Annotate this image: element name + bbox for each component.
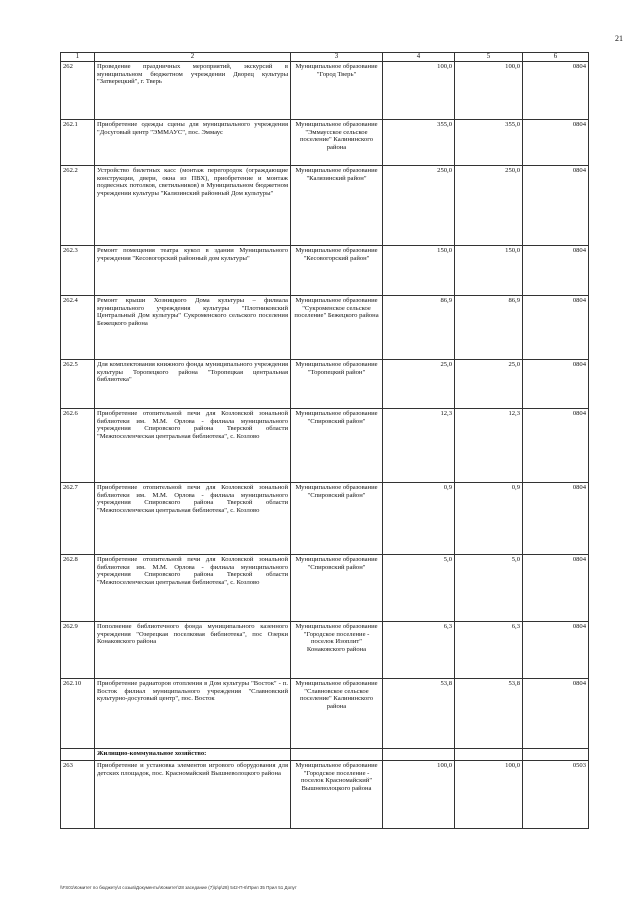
row-amount-2: 12,3 [455,409,523,483]
section-empty-cell [455,749,523,761]
row-number: 262.7 [61,483,95,555]
row-municipality: Муниципальное образование "Кесовогорский район" [291,246,383,296]
row-number: 262 [61,62,95,120]
row-number: 262.5 [61,360,95,409]
row-amount-2: 100,0 [455,761,523,829]
row-amount-2: 0,9 [455,483,523,555]
row-number: 262.2 [61,166,95,246]
row-code: 0804 [523,622,589,679]
row-municipality: Муниципальное образование "Торопецкий район" [291,360,383,409]
table-row [61,679,589,749]
row-amount-2: 5,0 [455,555,523,622]
row-code: 0804 [523,555,589,622]
row-amount-1: 100,0 [383,62,455,120]
row-amount-1: 6,3 [383,622,455,679]
row-code: 0804 [523,166,589,246]
row-amount-2: 6,3 [455,622,523,679]
row-code: 0804 [523,246,589,296]
row-amount-1: 12,3 [383,409,455,483]
row-number: 262.4 [61,296,95,360]
table-row [61,296,589,360]
page-number: 21 [615,34,623,43]
row-number: 262.6 [61,409,95,483]
row-amount-2: 86,9 [455,296,523,360]
header-col-2: 2 [95,53,291,62]
table-row [61,409,589,483]
header-col-5: 5 [455,53,523,62]
row-municipality: Муниципальное образование "Городское поселение - поселок Изоплит" Конаковского района [291,622,383,679]
table-row [61,360,589,409]
section-number-cell [61,749,95,761]
section-empty-cell [291,749,383,761]
row-amount-2: 25,0 [455,360,523,409]
section-empty-cell [523,749,589,761]
row-code: 0804 [523,679,589,749]
header-row [61,53,589,62]
header-col-4: 4 [383,53,455,62]
row-municipality: Муниципальное образование "Городское поселение - поселок Красномайский" Вышневолоцкого района [291,761,383,829]
section-title: Жилищно-коммунальное хозяйство: [95,749,291,761]
row-code: 0503 [523,761,589,829]
row-description: Приобретение отопительной печи для Козловской зональной библиотеки им. М.М. Орлова - филиала муниципального учреждения Спировского района Тверской области "Межпоселенческая центральная библиотека", с. Козлово [95,409,291,483]
row-description: Приобретение отопительной печи для Козловской зональной библиотеки им. М.М. Орлова - филиала муниципального учреждения Спировского района Тверской области "Межпоселенческая центральная библиотека", с. Козлово [95,483,291,555]
row-number: 262.1 [61,120,95,166]
row-municipality: Муниципальное образование "Спировский район" [291,409,383,483]
header-col-3: 3 [291,53,383,62]
row-amount-2: 53,8 [455,679,523,749]
row-code: 0804 [523,360,589,409]
row-description: Ремонт помещения театра кукол в здании Муниципального учреждения "Кесовогорский районный дом культуры" [95,246,291,296]
row-number: 262.9 [61,622,95,679]
table-row [61,246,589,296]
row-code: 0804 [523,120,589,166]
table-row [61,166,589,246]
row-code: 0804 [523,62,589,120]
row-amount-2: 150,0 [455,246,523,296]
footer-file-path: \\FS01\Комитет по бюджету\4 созыв\Документы\Комитет\28 заседание (7)\р\р\28) 542-П-6\Прил 35 Прил 51 Допут [60,885,297,890]
table-row [61,622,589,679]
row-number: 262.3 [61,246,95,296]
row-description: Проведение праздничных мероприятий, экскурсий в муниципальном бюджетном учреждении Дворец культуры "Затверецкий", г. Тверь [95,62,291,120]
row-number: 262.8 [61,555,95,622]
row-amount-1: 86,9 [383,296,455,360]
row-amount-2: 250,0 [455,166,523,246]
row-description: Пополнение библиотечного фонда муниципального казенного учреждения "Озерецкая поселковая библиотека", пос Озерки Конаковского района [95,622,291,679]
row-amount-2: 355,0 [455,120,523,166]
row-municipality: Муниципальное образование "Калязинский район" [291,166,383,246]
row-description: Для комплектования книжного фонда муниципального учреждения культуры Торопецкого района "Торопецкая центральная библиотека" [95,360,291,409]
row-municipality: Муниципальное образование "Спировский район" [291,483,383,555]
row-code: 0804 [523,409,589,483]
row-amount-1: 150,0 [383,246,455,296]
table-row [61,555,589,622]
row-description: Приобретение отопительной печи для Козловской зональной библиотеки им. М.М. Орлова - филиала муниципального учреждения Спировского района Тверской области "Межпоселенческая центральная библиотека", с. Козлово [95,555,291,622]
row-amount-1: 0,9 [383,483,455,555]
section-empty-cell [383,749,455,761]
row-description: Приобретение радиаторов отопления в Дом культуры "Восток" - п. Восток филиал муниципального учреждения "Славновский культурно-досуговый центр", пос. Восток [95,679,291,749]
table-row [61,483,589,555]
row-number: 263 [61,761,95,829]
row-description: Ремонт крыши Хозницкого Дома культуры – филиала муниципального учреждения культуры "Плотниковский Центральный Дом культуры" Сукроменского сельского поселения Бежецкого района [95,296,291,360]
row-municipality: Муниципальное образование "Славновское сельское поселение" Калининского района [291,679,383,749]
table-row [61,120,589,166]
table-row [61,761,589,829]
budget-table [60,52,589,829]
row-amount-1: 100,0 [383,761,455,829]
row-description: Устройство билетных касс (монтаж перегородок (ограждающие конструкции, двери, окна из ПВХ), приобретение и монтаж подвесных потолков, светильников) в Муниципальном бюджетном учреждении культуры "Калязинский районный Дом культуры" [95,166,291,246]
row-amount-1: 53,8 [383,679,455,749]
row-description: Приобретение одежды сцены для муниципального учреждения "Досуговый центр "ЭММАУС", пос. Эммаус [95,120,291,166]
row-municipality: Муниципальное образование "Спировский район" [291,555,383,622]
row-code: 0804 [523,296,589,360]
row-code: 0804 [523,483,589,555]
section-row [61,749,589,761]
row-municipality: Муниципальное образование "Сукроменское сельское поселение" Бежецкого района [291,296,383,360]
row-amount-1: 5,0 [383,555,455,622]
row-amount-1: 250,0 [383,166,455,246]
row-number: 262.10 [61,679,95,749]
header-col-6: 6 [523,53,589,62]
row-municipality: Муниципальное образование "Город Тверь" [291,62,383,120]
table-row [61,62,589,120]
row-amount-2: 100,0 [455,62,523,120]
header-col-1: 1 [61,53,95,62]
row-description: Приобретение и установка элементов игрового оборудования для детских площадок, пос. Красномайский Вышневолоцкого района [95,761,291,829]
row-municipality: Муниципальное образование "Эммаусское сельское поселение" Калининского района [291,120,383,166]
row-amount-1: 25,0 [383,360,455,409]
row-amount-1: 355,0 [383,120,455,166]
